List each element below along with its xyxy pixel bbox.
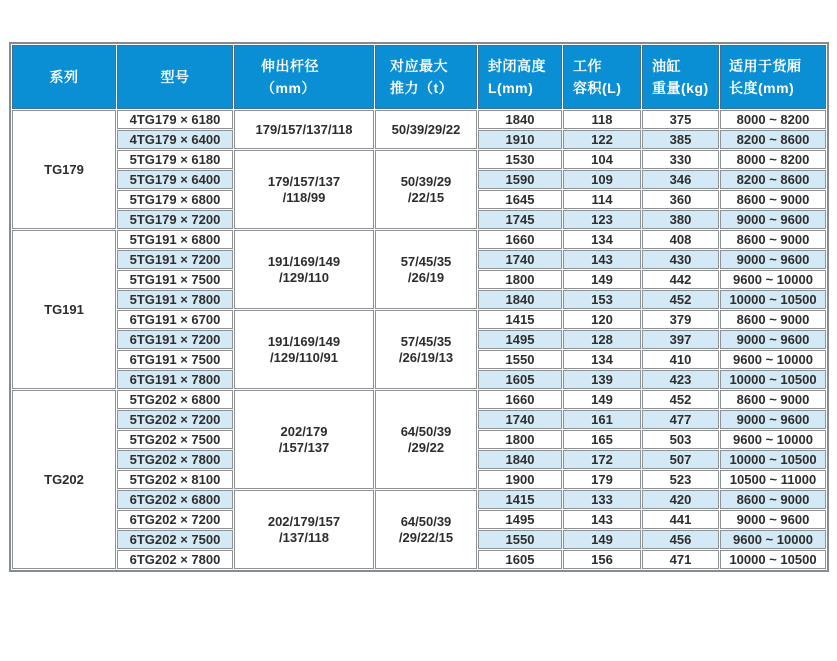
volume-cell: 179 xyxy=(563,470,641,489)
volume-cell: 133 xyxy=(563,490,641,509)
thrust-line: 50/39/29 xyxy=(400,173,452,189)
thrust-cell xyxy=(375,150,477,229)
weight-cell: 477 xyxy=(642,410,719,429)
volume-cell: 122 xyxy=(563,130,641,149)
rod-line: 191/169/149 xyxy=(267,333,341,349)
thrust-line: /26/19 xyxy=(407,269,445,285)
model-cell: 5TG202 × 8100 xyxy=(117,470,233,489)
weight-cell: 385 xyxy=(642,130,719,149)
closed-height-cell: 1910 xyxy=(478,130,562,149)
closed-height-cell: 1645 xyxy=(478,190,562,209)
closed-height-cell: 1415 xyxy=(478,490,562,509)
weight-cell: 420 xyxy=(642,490,719,509)
thrust-line: 50/39/29/22 xyxy=(391,121,461,137)
closed-height-cell: 1605 xyxy=(478,550,562,569)
thrust-line: 57/45/35 xyxy=(400,333,452,349)
header-row xyxy=(12,45,826,109)
volume-cell: 143 xyxy=(563,250,641,269)
box-length-cell: 10000 ~ 10500 xyxy=(720,290,826,309)
thrust-line: /22/15 xyxy=(407,189,445,205)
closed-height-cell: 1660 xyxy=(478,390,562,409)
closed-height-cell: 1740 xyxy=(478,410,562,429)
closed-height-cell: 1840 xyxy=(478,290,562,309)
rod-line: /129/110 xyxy=(279,269,329,285)
col-header-rod-line: （mm） xyxy=(261,80,316,96)
table-header xyxy=(12,45,826,109)
thrust-cell xyxy=(375,490,477,569)
rod-line: /137/118 xyxy=(279,529,329,545)
col-header-model-line: 型号 xyxy=(160,69,190,85)
model-cell: 6TG202 × 7800 xyxy=(117,550,233,569)
volume-cell: 120 xyxy=(563,310,641,329)
volume-cell: 161 xyxy=(563,410,641,429)
table-row xyxy=(12,230,826,249)
rod-line: 179/157/137 xyxy=(267,173,341,189)
weight-cell: 375 xyxy=(642,110,719,129)
model-cell: 6TG191 × 7200 xyxy=(117,330,233,349)
model-cell: 5TG179 × 6400 xyxy=(117,170,233,189)
thrust-line: 64/50/39 xyxy=(400,423,452,439)
closed-height-cell: 1840 xyxy=(478,450,562,469)
weight-cell: 346 xyxy=(642,170,719,189)
volume-cell: 118 xyxy=(563,110,641,129)
table-body xyxy=(12,110,826,569)
weight-cell: 360 xyxy=(642,190,719,209)
col-header-rod xyxy=(234,45,374,109)
weight-cell: 330 xyxy=(642,150,719,169)
volume-cell: 128 xyxy=(563,330,641,349)
weight-cell: 410 xyxy=(642,350,719,369)
box-length-cell: 9000 ~ 9600 xyxy=(720,510,826,529)
thrust-line: 57/45/35 xyxy=(400,253,452,269)
col-header-closed_height xyxy=(478,45,562,109)
col-header-volume-line: 工作 xyxy=(573,58,602,74)
closed-height-cell: 1900 xyxy=(478,470,562,489)
weight-cell: 397 xyxy=(642,330,719,349)
closed-height-cell: 1740 xyxy=(478,250,562,269)
col-header-box_length-line: 长度(mm) xyxy=(729,80,795,96)
volume-cell: 149 xyxy=(563,390,641,409)
model-cell: 5TG202 × 7500 xyxy=(117,430,233,449)
table-row xyxy=(12,390,826,409)
model-cell: 6TG202 × 7500 xyxy=(117,530,233,549)
closed-height-cell: 1550 xyxy=(478,530,562,549)
weight-cell: 379 xyxy=(642,310,719,329)
box-length-cell: 8000 ~ 8200 xyxy=(720,110,826,129)
col-header-box_length xyxy=(720,45,826,109)
box-length-cell: 9000 ~ 9600 xyxy=(720,210,826,229)
thrust-cell xyxy=(375,230,477,309)
model-cell: 6TG202 × 7200 xyxy=(117,510,233,529)
model-cell: 5TG202 × 6800 xyxy=(117,390,233,409)
table-row xyxy=(12,310,826,329)
model-cell: 4TG179 × 6400 xyxy=(117,130,233,149)
volume-cell: 165 xyxy=(563,430,641,449)
weight-cell: 442 xyxy=(642,270,719,289)
model-cell: 6TG191 × 7800 xyxy=(117,370,233,389)
col-header-series-line: 系列 xyxy=(49,69,79,85)
col-header-rod-line: 伸出杆径 xyxy=(261,58,319,74)
box-length-cell: 9600 ~ 10000 xyxy=(720,270,826,289)
closed-height-cell: 1840 xyxy=(478,110,562,129)
closed-height-cell: 1800 xyxy=(478,430,562,449)
hydraulic-cylinder-spec-table xyxy=(9,42,829,572)
weight-cell: 441 xyxy=(642,510,719,529)
box-length-cell: 10000 ~ 10500 xyxy=(720,450,826,469)
box-length-cell: 8200 ~ 8600 xyxy=(720,170,826,189)
col-header-volume xyxy=(563,45,641,109)
series-cell: TG202 xyxy=(12,390,116,569)
rod-line: 202/179 xyxy=(280,423,328,439)
closed-height-cell: 1605 xyxy=(478,370,562,389)
volume-cell: 114 xyxy=(563,190,641,209)
box-length-cell: 8000 ~ 8200 xyxy=(720,150,826,169)
thrust-line: /29/22 xyxy=(407,439,445,455)
model-cell: 6TG191 × 6700 xyxy=(117,310,233,329)
rod-cell xyxy=(234,390,374,489)
volume-cell: 134 xyxy=(563,350,641,369)
col-header-weight xyxy=(642,45,719,109)
rod-cell xyxy=(234,110,374,149)
weight-cell: 452 xyxy=(642,390,719,409)
box-length-cell: 10000 ~ 10500 xyxy=(720,370,826,389)
col-header-weight-line: 重量(kg) xyxy=(652,80,709,96)
box-length-cell: 8200 ~ 8600 xyxy=(720,130,826,149)
model-cell: 5TG191 × 7500 xyxy=(117,270,233,289)
model-cell: 5TG179 × 6800 xyxy=(117,190,233,209)
col-header-volume-line: 容积(L) xyxy=(573,80,622,96)
rod-cell xyxy=(234,310,374,389)
volume-cell: 156 xyxy=(563,550,641,569)
model-cell: 5TG202 × 7800 xyxy=(117,450,233,469)
thrust-cell xyxy=(375,390,477,489)
rod-cell xyxy=(234,230,374,309)
col-header-thrust xyxy=(375,45,477,109)
col-header-closed_height-line: 封闭高度 xyxy=(488,58,546,74)
volume-cell: 109 xyxy=(563,170,641,189)
weight-cell: 430 xyxy=(642,250,719,269)
closed-height-cell: 1590 xyxy=(478,170,562,189)
volume-cell: 149 xyxy=(563,270,641,289)
weight-cell: 471 xyxy=(642,550,719,569)
table-row xyxy=(12,110,826,129)
box-length-cell: 8600 ~ 9000 xyxy=(720,190,826,209)
thrust-line: /29/22/15 xyxy=(398,529,454,545)
thrust-line: 64/50/39 xyxy=(400,513,452,529)
rod-line: 191/169/149 xyxy=(267,253,341,269)
closed-height-cell: 1660 xyxy=(478,230,562,249)
box-length-cell: 9000 ~ 9600 xyxy=(720,250,826,269)
box-length-cell: 10000 ~ 10500 xyxy=(720,550,826,569)
box-length-cell: 9600 ~ 10000 xyxy=(720,430,826,449)
col-header-weight-line: 油缸 xyxy=(652,58,681,74)
closed-height-cell: 1415 xyxy=(478,310,562,329)
volume-cell: 143 xyxy=(563,510,641,529)
table-row xyxy=(12,150,826,169)
col-header-thrust-line: 对应最大 xyxy=(390,58,448,74)
weight-cell: 408 xyxy=(642,230,719,249)
rod-cell xyxy=(234,490,374,569)
model-cell: 5TG191 × 6800 xyxy=(117,230,233,249)
model-cell: 5TG179 × 7200 xyxy=(117,210,233,229)
volume-cell: 172 xyxy=(563,450,641,469)
volume-cell: 153 xyxy=(563,290,641,309)
box-length-cell: 10500 ~ 11000 xyxy=(720,470,826,489)
volume-cell: 134 xyxy=(563,230,641,249)
closed-height-cell: 1495 xyxy=(478,510,562,529)
model-cell: 5TG179 × 6180 xyxy=(117,150,233,169)
series-cell: TG191 xyxy=(12,230,116,389)
closed-height-cell: 1495 xyxy=(478,330,562,349)
volume-cell: 139 xyxy=(563,370,641,389)
col-header-model xyxy=(117,45,233,109)
weight-cell: 452 xyxy=(642,290,719,309)
volume-cell: 104 xyxy=(563,150,641,169)
closed-height-cell: 1745 xyxy=(478,210,562,229)
rod-line: /118/99 xyxy=(282,189,326,205)
box-length-cell: 8600 ~ 9000 xyxy=(720,310,826,329)
rod-line: 179/157/137/118 xyxy=(255,121,353,137)
volume-cell: 123 xyxy=(563,210,641,229)
thrust-cell xyxy=(375,110,477,149)
box-length-cell: 9600 ~ 10000 xyxy=(720,530,826,549)
col-header-thrust-line: 推力（t） xyxy=(390,80,454,96)
col-header-closed_height-line: L(mm) xyxy=(488,80,534,96)
volume-cell: 149 xyxy=(563,530,641,549)
model-cell: 6TG202 × 6800 xyxy=(117,490,233,509)
weight-cell: 523 xyxy=(642,470,719,489)
box-length-cell: 9000 ~ 9600 xyxy=(720,410,826,429)
box-length-cell: 8600 ~ 9000 xyxy=(720,490,826,509)
closed-height-cell: 1550 xyxy=(478,350,562,369)
box-length-cell: 8600 ~ 9000 xyxy=(720,230,826,249)
model-cell: 6TG191 × 7500 xyxy=(117,350,233,369)
thrust-cell xyxy=(375,310,477,389)
rod-line: 202/179/157 xyxy=(267,513,341,529)
model-cell: 5TG202 × 7200 xyxy=(117,410,233,429)
weight-cell: 503 xyxy=(642,430,719,449)
model-cell: 4TG179 × 6180 xyxy=(117,110,233,129)
col-header-box_length-line: 适用于货厢 xyxy=(729,58,802,74)
model-cell: 5TG191 × 7800 xyxy=(117,290,233,309)
table-row xyxy=(12,490,826,509)
thrust-line: /26/19/13 xyxy=(398,349,454,365)
weight-cell: 507 xyxy=(642,450,719,469)
weight-cell: 380 xyxy=(642,210,719,229)
weight-cell: 423 xyxy=(642,370,719,389)
model-cell: 5TG191 × 7200 xyxy=(117,250,233,269)
closed-height-cell: 1800 xyxy=(478,270,562,289)
rod-cell xyxy=(234,150,374,229)
rod-line: /157/137 xyxy=(278,439,330,455)
series-cell: TG179 xyxy=(12,110,116,229)
weight-cell: 456 xyxy=(642,530,719,549)
box-length-cell: 9000 ~ 9600 xyxy=(720,330,826,349)
rod-line: /129/110/91 xyxy=(270,349,338,365)
col-header-series xyxy=(12,45,116,109)
box-length-cell: 9600 ~ 10000 xyxy=(720,350,826,369)
closed-height-cell: 1530 xyxy=(478,150,562,169)
box-length-cell: 8600 ~ 9000 xyxy=(720,390,826,409)
